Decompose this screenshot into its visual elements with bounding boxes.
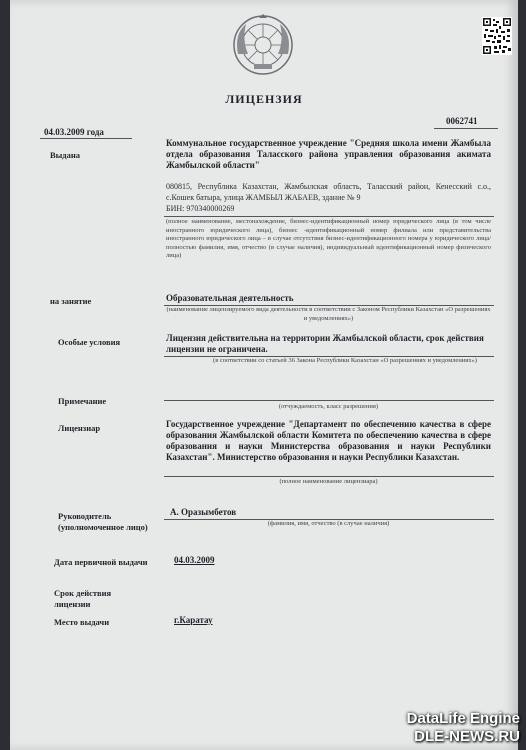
license-page — [10, 0, 518, 750]
issued-bin: БИН: 970340000269 — [166, 204, 235, 213]
watermark-line-1: DataLife Engine — [406, 710, 520, 727]
license-number: 0062741 — [446, 116, 478, 126]
watermark-line-2: DLE-NEWS.RU — [414, 728, 520, 745]
activity-label: на занятие — [50, 296, 92, 306]
first-issue-label: Дата первичной выдачи — [54, 557, 148, 567]
activity-hint: (наименование лицензируемого вида деятельности в соответствии с Законом Республики Казахстан «О разрешениях и уведомлениях») — [166, 306, 491, 322]
license-date: 04.03.2009 года — [44, 127, 104, 137]
validity-label: Срок действия — [54, 588, 112, 598]
head-value: А. Оразымбетов — [170, 507, 237, 517]
licensor-value: Государственное учреждение "Департамент по обеспечению качества в сфере образования Жамбылской области Комитета по обеспечению качества в сфере образования и науки Министерства образования и науки Республики Казахстан". Министерство образования и науки Республики Казахстан. — [166, 419, 491, 462]
licensor-hint: (полное наименование лицензиара) — [279, 478, 378, 485]
place-value: г.Каратау — [174, 615, 213, 625]
conditions-label: Особые условия — [58, 337, 121, 347]
site-watermark — [407, 710, 520, 746]
first-issue-value: 04.03.2009 — [174, 555, 215, 565]
head-label-sub: (уполномоченное лицо) — [58, 522, 148, 532]
head-hint: (фамилия, имя, отчество (в случае наличия) — [267, 520, 390, 527]
issued-hint: (полное наименование, местонахождение, бизнес-идентификационный номер юридического лица (в том числе иностранного юридического лица), бизнес -идентификационный номер филиала или представительства иностранного юридического лица – в случае отсутствия бизнес-идентификационного номера у юридического лица/полностью фамилия, имя, отчество (в случае наличия), индивидуальный идентификационный номер физического лица) — [166, 218, 491, 259]
place-label: Место выдачи — [54, 617, 110, 627]
issued-value: Коммунальное государственное учреждение "Средняя школа имени Жамбыла отдела образования Таласского района управления образования акимата Жамбылской области" — [166, 138, 491, 170]
licensor-label: Лицензиар — [58, 423, 101, 433]
state-emblem-icon — [232, 14, 294, 76]
qr-code-icon — [482, 17, 512, 55]
conditions-hint: (в соответствии со статьей 36 Закона Республики Казахстан «О разрешениях и уведомлениях») — [213, 357, 477, 364]
issued-label: Выдана — [50, 150, 81, 160]
note-hint: (отчуждаемость, класс разрешения) — [278, 403, 379, 410]
head-label: Руководитель — [58, 511, 112, 521]
note-label: Примечание — [58, 396, 107, 406]
issued-address: 080815, Республика Казахстан, Жамбылская область, Таласский район, Кенесский с.о., с.Кошек батыра, улица ЖАМБЫЛ ЖАБАЕВ, здание № 9 — [166, 182, 491, 202]
validity-label-sub: лицензии — [54, 599, 91, 609]
activity-value: Образовательная деятельность — [166, 293, 294, 303]
conditions-value: Лицензия действительна на территории Жамбылской области, срок действия лицензии не ограничена. — [166, 333, 484, 354]
document-title: ЛИЦЕНЗИЯ — [225, 92, 303, 106]
